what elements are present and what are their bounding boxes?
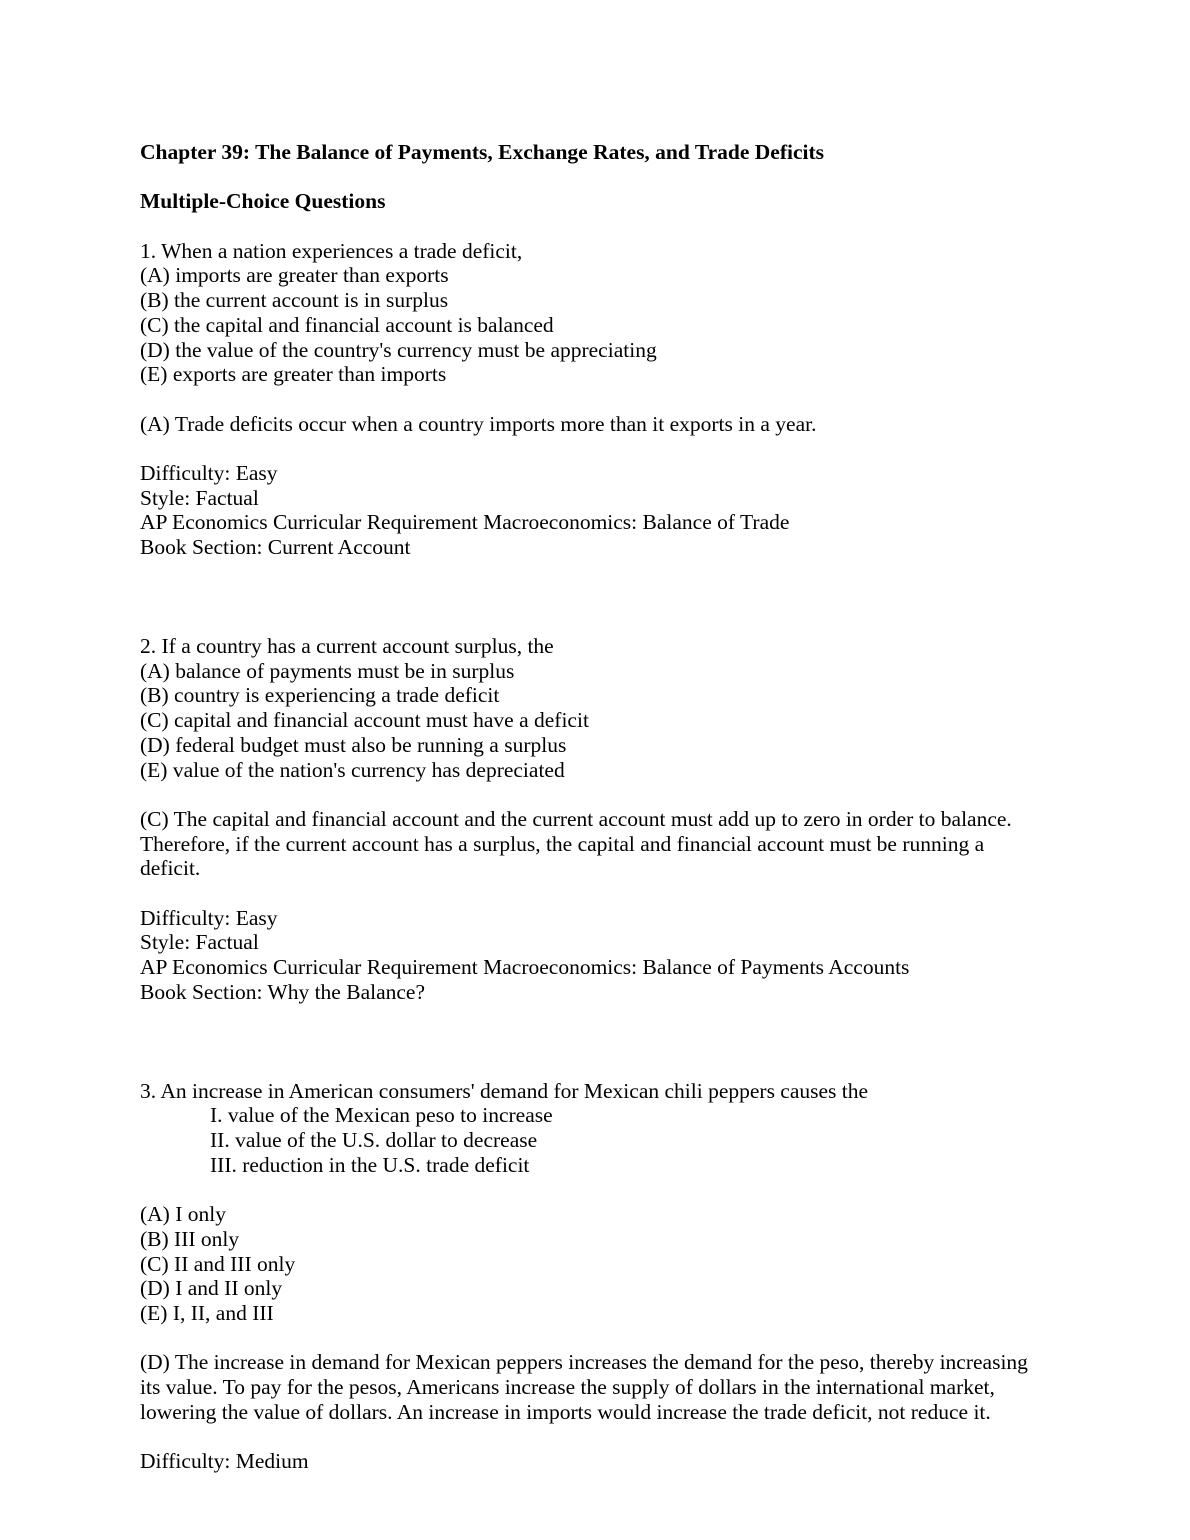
question-explanation: (C) The capital and financial account and the current account must add up to zero in order to balance. Therefore, if the current account has a surplus, the capital and financial account must be running a deficit. bbox=[140, 806, 1012, 881]
question-stem: 1. When a nation experiences a trade deficit, bbox=[140, 238, 523, 263]
question-block bbox=[140, 634, 1047, 1005]
spacer bbox=[140, 1326, 1047, 1351]
spacer bbox=[140, 214, 1047, 239]
metadata-book-section: Book Section: Current Account bbox=[140, 535, 411, 560]
question-choice: (C) the capital and financial account is balanced bbox=[140, 312, 554, 337]
metadata-book-section: Book Section: Why the Balance? bbox=[140, 979, 426, 1004]
question-explanation: (D) The increase in demand for Mexican peppers increases the demand for the peso, thereby increasing its value. To pay for the pesos, Americans increase the supply of dollars in the international market, lowering the value of dollars. An increase in imports would increase the trade deficit, not reduce it. bbox=[140, 1350, 1028, 1424]
question-choice: (E) exports are greater than imports bbox=[140, 362, 447, 387]
section-heading: Multiple-Choice Questions bbox=[140, 189, 386, 214]
spacer bbox=[140, 387, 1047, 412]
question-explanation: (A) Trade deficits occur when a country imports more than it exports in a year. bbox=[140, 411, 817, 436]
question-choice: (D) the value of the country's currency must be appreciating bbox=[140, 337, 657, 362]
question-choice: (A) balance of payments must be in surplus bbox=[140, 658, 515, 683]
question-stem: 2. If a country has a current account surplus, the bbox=[140, 633, 554, 658]
metadata-requirement: AP Economics Curricular Requirement Macroeconomics: Balance of Payments Accounts bbox=[140, 955, 910, 980]
question-choice: (E) value of the nation's currency has depreciated bbox=[140, 757, 565, 782]
question-choice: (D) I and II only bbox=[140, 1276, 283, 1301]
metadata-style: Style: Factual bbox=[140, 930, 259, 955]
metadata-style: Style: Factual bbox=[140, 485, 259, 510]
spacer bbox=[140, 165, 1047, 190]
spacer bbox=[140, 1177, 1047, 1202]
spacer bbox=[140, 881, 1047, 906]
spacer bbox=[140, 436, 1047, 461]
question-choice: (C) II and III only bbox=[140, 1251, 296, 1276]
question-stem: 3. An increase in American consumers' demand for Mexican chili peppers causes the bbox=[140, 1078, 869, 1103]
question-choice: (D) federal budget must also be running a surplus bbox=[140, 732, 567, 757]
question-choice: (B) country is experiencing a trade deficit bbox=[140, 683, 500, 708]
metadata-difficulty: Difficulty: Medium bbox=[140, 1449, 309, 1474]
question-block bbox=[140, 239, 1047, 560]
metadata-difficulty: Difficulty: Easy bbox=[140, 461, 278, 486]
spacer bbox=[140, 1005, 1047, 1079]
chapter-heading: Chapter 39: The Balance of Payments, Exchange Rates, and Trade Deficits bbox=[140, 140, 824, 164]
question-choice: (A) I only bbox=[140, 1202, 226, 1227]
question-choice: (C) capital and financial account must have a deficit bbox=[140, 708, 589, 733]
question-choice: (E) I, II, and III bbox=[140, 1300, 274, 1325]
question-block bbox=[140, 1079, 1047, 1474]
question-roman-item: II. value of the U.S. dollar to decrease bbox=[210, 1128, 538, 1152]
metadata-requirement: AP Economics Curricular Requirement Macroeconomics: Balance of Trade bbox=[140, 510, 790, 535]
spacer bbox=[140, 1424, 1047, 1449]
question-roman-item: III. reduction in the U.S. trade deficit bbox=[210, 1152, 530, 1177]
question-choice: (A) imports are greater than exports bbox=[140, 263, 449, 288]
spacer bbox=[140, 782, 1047, 807]
question-roman-item: I. value of the Mexican peso to increase bbox=[210, 1103, 553, 1128]
metadata-difficulty: Difficulty: Easy bbox=[140, 905, 278, 930]
question-choice: (B) the current account is in surplus bbox=[140, 288, 449, 313]
document-body bbox=[140, 140, 1047, 1474]
spacer bbox=[140, 560, 1047, 634]
question-choice: (B) III only bbox=[140, 1226, 240, 1251]
